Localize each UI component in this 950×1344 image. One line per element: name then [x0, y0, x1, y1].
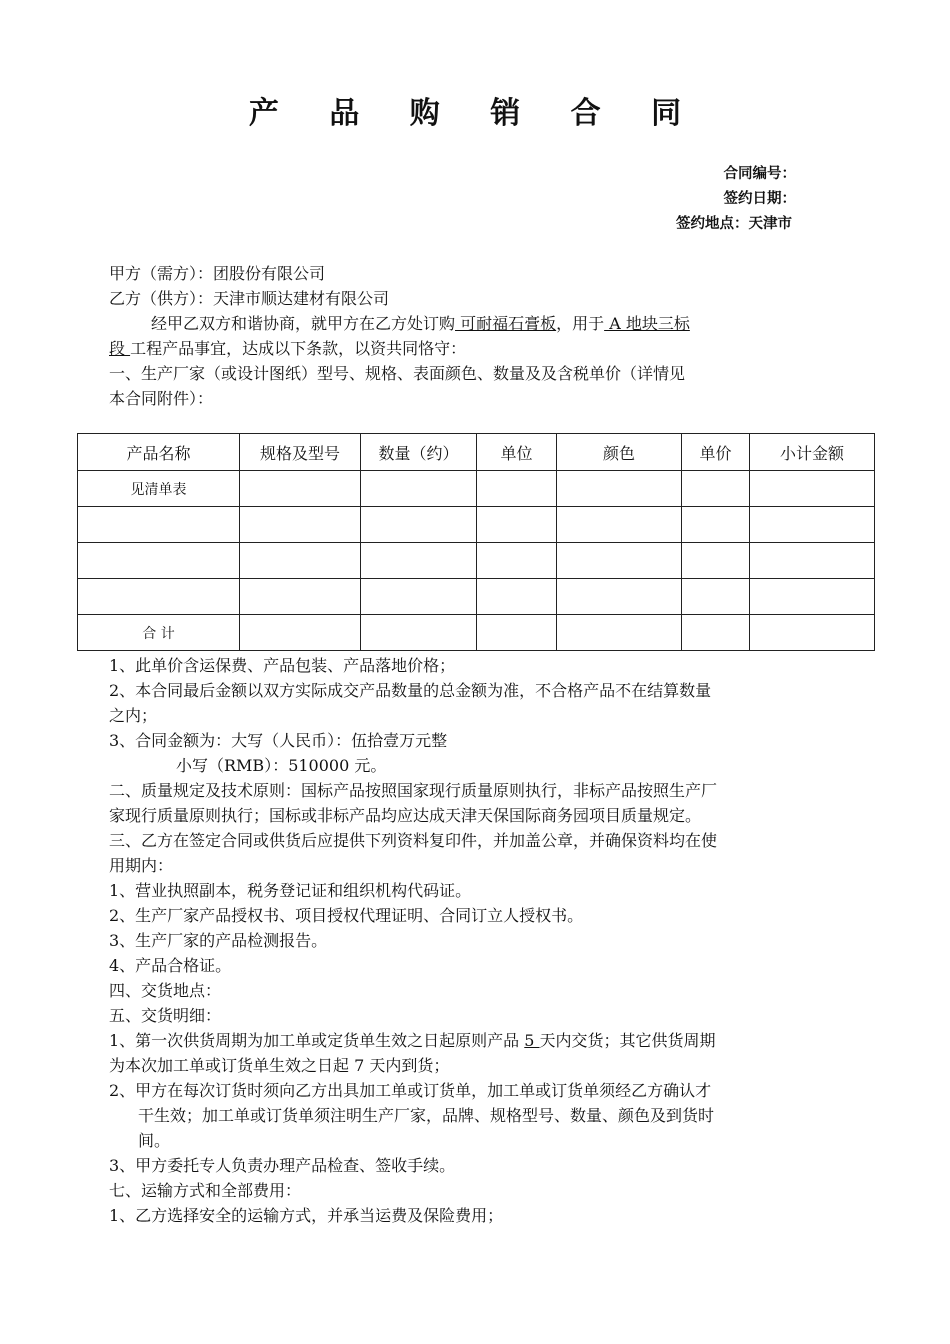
- table-cell: [78, 543, 240, 579]
- clause-2-line-1: 二、质量规定及技术原则：国标产品按照国家现行质量原则执行，非标产品按照生产厂: [109, 781, 718, 800]
- clause-3-line-1: 三、乙方在签定合同或供货后应提供下列资料复印件，并加盖公章，并确保资料均在使: [109, 831, 718, 850]
- table-header-row: [78, 434, 875, 471]
- clause-5-item-1-text-b: 天内交货；其它供货周期: [539, 1031, 716, 1050]
- table-cell: [240, 579, 361, 615]
- clause-7-item-1: 1、乙方选择安全的运输方式，并承当运费及保险费用；: [109, 1206, 504, 1225]
- table-cell: [361, 543, 477, 579]
- table-cell: [682, 471, 750, 507]
- clause-5-item-1-line-2: 为本次加工单或订货单生效之日起 7 天内到货；: [109, 1056, 450, 1075]
- header-quantity: 数量（约）: [361, 434, 477, 471]
- clause-3-line-2: 用期内：: [109, 856, 174, 875]
- clause-5-item-3: 3、甲方委托专人负责办理产品检查、签收手续。: [109, 1156, 456, 1175]
- table-cell: [78, 507, 240, 543]
- table-cell: [240, 471, 361, 507]
- note-1: 1、此单价含运保费、产品包装、产品落地价格；: [109, 656, 456, 675]
- intro-product: 可耐福石膏板: [455, 314, 557, 333]
- table-cell: [477, 507, 557, 543]
- table-cell: [557, 507, 682, 543]
- table-cell: [557, 543, 682, 579]
- table-cell: [682, 615, 750, 651]
- clause-7-heading: 七、运输方式和全部费用：: [109, 1181, 302, 1200]
- header-color: 颜色: [557, 434, 682, 471]
- total-label: 合 计: [78, 615, 240, 651]
- table-cell: [240, 543, 361, 579]
- clause-1-line-2: 本合同附件）：: [109, 389, 214, 408]
- note-3-line-1: 3、合同金额为：大写（人民币）：伍拾壹万元整: [109, 731, 448, 750]
- table-cell: [750, 507, 875, 543]
- header-unit: 单位: [477, 434, 557, 471]
- party-b: 乙方（供方）：天津市顺达建材有限公司: [109, 289, 390, 308]
- intro-text-3: 工程产品事宜，达成以下条款，以资共同恪守：: [130, 339, 467, 358]
- table-cell: [682, 579, 750, 615]
- table-cell: [750, 471, 875, 507]
- table-cell: 见清单表: [78, 471, 240, 507]
- header-product-name: 产品名称: [78, 434, 240, 471]
- intro-line-1: [151, 311, 690, 334]
- document-title: 产 品 购 销 合 同: [248, 96, 702, 131]
- table-cell: [750, 543, 875, 579]
- intro-text-2: ，用于: [556, 314, 605, 333]
- header-unit-price: 单价: [682, 434, 750, 471]
- table-cell: [361, 615, 477, 651]
- clause-2-line-2: 家现行质量原则执行；国标或非标产品均应达成天津天保国际商务园项目质量规定。: [109, 806, 702, 825]
- table-cell: [750, 615, 875, 651]
- table-cell: [477, 579, 557, 615]
- table-cell: [361, 471, 477, 507]
- intro-use-2: 段: [109, 339, 131, 358]
- note-3-line-2: 小写（RMB）：510000 元。: [176, 756, 387, 775]
- table-cell: [682, 507, 750, 543]
- clause-5-heading: 五、交货明细：: [109, 1006, 222, 1025]
- clause-5-item-1-text-a: 1、第一次供货周期为加工单或定货单生效之日起原则产品: [109, 1031, 525, 1050]
- party-a: 甲方（需方）：团股份有限公司: [109, 264, 326, 283]
- table-row: [78, 543, 875, 579]
- intro-use: A 地块三标: [604, 314, 690, 333]
- clause-5-item-1-line-1: [109, 1028, 716, 1051]
- table-cell: [477, 471, 557, 507]
- table-cell: [557, 615, 682, 651]
- table-cell: [682, 543, 750, 579]
- table-cell: [361, 579, 477, 615]
- clause-3-item-1: 1、营业执照副本，税务登记证和组织机构代码证。: [109, 881, 472, 900]
- table-cell: [361, 507, 477, 543]
- table-cell: [557, 471, 682, 507]
- sign-place-label: 签约地点：天津市: [676, 216, 792, 232]
- clause-3-item-2: 2、生产厂家产品授权书、项目授权代理证明、合同订立人授权书。: [109, 906, 584, 925]
- table-cell: [557, 579, 682, 615]
- clause-3-item-3: 3、生产厂家的产品检测报告。: [109, 931, 328, 950]
- table-row: [78, 579, 875, 615]
- intro-text-1: 经甲乙双方和谐协商，就甲方在乙方处订购: [151, 314, 456, 333]
- table-total-row: [78, 615, 875, 651]
- note-2-line-1: 2、本合同最后金额以双方实际成交产品数量的总金额为准，不合格产品不在结算数量: [109, 681, 712, 700]
- table-cell: [477, 615, 557, 651]
- clause-3-item-4: 4、产品合格证。: [109, 956, 232, 975]
- product-table: [77, 433, 875, 651]
- table-cell: [240, 615, 361, 651]
- clause-5-item-2-line-2: 干生效；加工单或订货单须注明生产厂家，品牌、规格型号、数量、颜色及到货时: [138, 1106, 715, 1125]
- header-subtotal: 小计金额: [750, 434, 875, 471]
- table-cell: [750, 579, 875, 615]
- table-cell: [240, 507, 361, 543]
- clause-5-item-2-line-3: 间。: [138, 1131, 171, 1150]
- table-row: [78, 507, 875, 543]
- header-spec: 规格及型号: [240, 434, 361, 471]
- note-2-line-2: 之内；: [109, 706, 158, 725]
- delivery-days: 5: [524, 1031, 540, 1050]
- clause-4: 四、交货地点：: [109, 981, 222, 1000]
- table-row: [78, 471, 875, 507]
- table-cell: [78, 579, 240, 615]
- contract-number-label: 合同编号：: [723, 166, 796, 182]
- clause-1-line-1: 一、生产厂家（或设计图纸）型号、规格、表面颜色、数量及及含税单价（详情见: [109, 364, 686, 383]
- clause-5-item-2-line-1: 2、甲方在每次订货时须向乙方出具加工单或订货单，加工单或订货单须经乙方确认才: [109, 1081, 712, 1100]
- sign-date-label: 签约日期：: [723, 191, 796, 207]
- intro-line-2: [109, 336, 466, 359]
- table-cell: [477, 543, 557, 579]
